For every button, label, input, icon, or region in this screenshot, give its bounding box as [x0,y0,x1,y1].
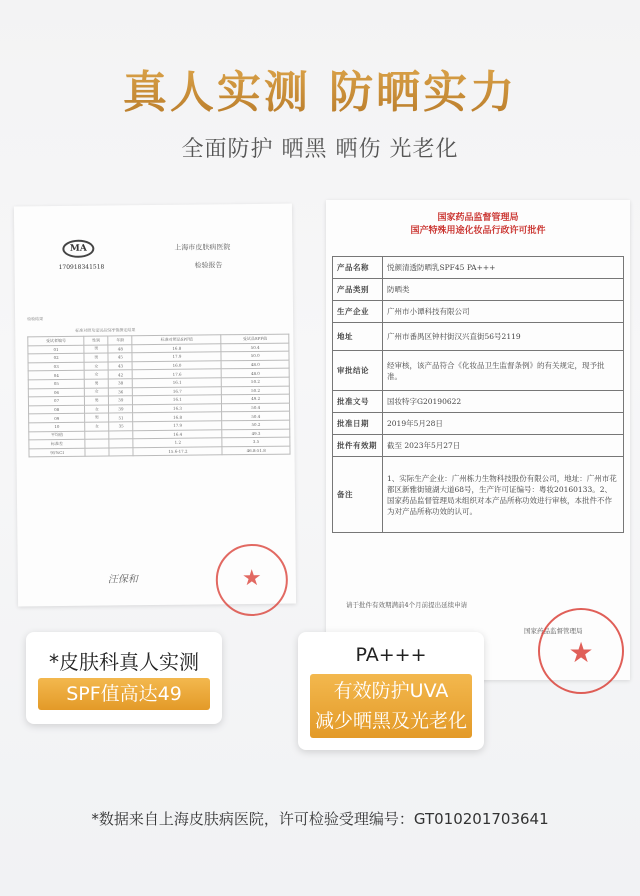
approval-row [333,457,624,533]
table-cell [109,439,133,448]
approval-row [333,323,624,351]
table-cell: 48.0 [221,360,289,369]
table-cell: 17.6 [133,369,222,379]
table-cell [109,430,133,439]
approval-field-label: 生产企业 [333,301,383,323]
approval-row [333,391,624,413]
table-cell: 16.8 [132,343,221,353]
table-caption: 标准对照及受试品SPF值测定结果 [75,327,136,333]
table-header-cell: 受试品SPF值 [221,334,289,343]
table-cell: 50.4 [222,411,290,420]
source-footnote: *数据来自上海皮肤病医院，许可检验受理编号：GT010201703641 [91,810,549,828]
table-row [29,446,290,457]
dermatology-test-label: *皮肤科真人实测 [49,650,199,674]
table-cell: 08 [28,405,84,414]
seal-star-icon: ★ [241,565,262,592]
table-cell: 男 [85,413,109,422]
table-cell: 50.2 [222,420,290,429]
table-cell [85,431,109,440]
approval-field-label: 备注 [333,457,383,533]
approval-row [333,257,624,279]
hospital-seal [215,544,288,617]
signature: 汪保和 [107,574,138,586]
ma-certification-mark: MA [62,240,94,258]
uva-badge [310,674,472,738]
table-cell: 43 [108,362,132,371]
table-header-cell: 受试者编号 [28,336,84,345]
table-cell: 42 [108,370,132,379]
table-cell: 45 [108,353,132,362]
table-cell: 17.9 [133,421,222,431]
table-header-cell: 性别 [84,336,108,345]
table-cell: 36 [109,387,133,396]
table-cell [85,448,109,457]
table-cell: 50.4 [222,403,290,412]
approval-field-value: 国妆特字G20190622 [383,391,624,413]
table-cell: 05 [28,379,84,388]
spf-results-table [27,334,290,458]
approval-row [333,351,624,391]
approval-field-value: 经审核，该产品符合《化妆品卫生监督条例》的有关规定，现予批准。 [383,351,624,391]
approval-field-value: 2019年5月28日 [383,413,624,435]
table-cell: 女 [85,388,109,397]
table-cell: 3.5 [222,437,290,446]
test-report-document [14,204,296,607]
table-cell: 男 [84,353,108,362]
approval-field-label: 地址 [333,323,383,351]
table-cell: 04 [28,371,84,380]
approval-field-value: 防晒类 [383,279,624,301]
table-cell: 09 [29,414,85,423]
table-header-cell: 年龄 [108,336,132,345]
table-cell: 07 [28,396,84,405]
table-cell: 16.3 [133,404,222,414]
table-cell: 男 [85,396,109,405]
table-cell: 48.0 [222,368,290,377]
table-cell: 16.1 [133,395,222,405]
page-subtitle: 全面防护 晒黑 晒伤 光老化 [181,137,459,162]
table-cell: 02 [28,353,84,362]
table-cell: 49.2 [222,394,290,403]
table-cell: 平均值 [29,431,85,440]
approval-field-label: 批准文号 [333,391,383,413]
table-header-cell: 标准对照品SPF值 [132,335,221,345]
uva-badge-line2: 减少晒黑及光老化 [314,710,467,732]
table-cell: 15.6-17.2 [133,447,222,457]
approval-row [333,301,624,323]
approval-field-value: 悦颜清透防晒乳SPF45 PA+++ [383,257,624,279]
ma-code: 170918341518 [58,263,105,272]
table-cell: 标准差 [29,439,85,448]
renewal-note: 请于批件有效期满前4个月前提出延续申请 [346,601,468,609]
hospital-name: 上海市皮肤病医院 [174,243,231,252]
table-cell: 女 [85,405,109,414]
approval-row [333,435,624,457]
table-cell: 女 [84,362,108,371]
table-cell: 49.3 [222,429,290,438]
table-cell: 16.8 [133,412,222,422]
section-label: 检验结果 [27,316,44,322]
pa-claim-card [298,632,484,750]
approval-field-value: 广州市番禺区钟村街汉兴直街56号2119 [383,323,624,351]
table-cell: 38 [109,379,133,388]
table-cell: 16.0 [132,361,221,371]
table-cell: 17.9 [132,352,221,362]
approval-row [333,279,624,301]
authority-name: 国家药品监督管理局 [437,213,519,223]
uva-badge-line1: 有效防护UVA [333,680,449,702]
approval-field-value: 广州市小谭科技有限公司 [383,301,624,323]
table-cell: 06 [28,388,84,397]
authority-seal [538,608,624,694]
spf-claim-card [26,632,222,724]
table-cell [85,439,109,448]
table-cell: 03 [28,362,84,371]
seal-star-icon: ★ [568,636,594,669]
approval-field-label: 产品类别 [333,279,383,301]
table-cell: 39 [109,404,133,413]
table-cell: 46.8-51.8 [222,446,290,455]
table-cell: 女 [84,370,108,379]
approval-row [333,413,624,435]
table-cell [109,447,133,456]
table-cell: 01 [28,345,84,354]
table-cell: 16.7 [133,386,222,396]
table-cell: 女 [85,422,109,431]
table-cell: 16.1 [133,378,222,388]
approval-field-label: 批件有效期 [333,435,383,457]
table-cell: 10 [29,422,85,431]
approval-field-label: 审批结论 [333,351,383,391]
table-cell: 50.2 [222,377,290,386]
approval-document [326,200,630,680]
table-cell: 男 [84,345,108,354]
approval-field-value: 1、实际生产企业：广州栋力生物科技股份有限公司，地址：广州市花都区新雅街镜湖大道68号，生产许可证编号：粤妆20160133。2、国家药品监督管理局未组织对本产品所称功效进行审核，本批件不作为对产品所称功效的认可。 [383,457,624,533]
table-cell: 1.2 [133,438,222,448]
table-cell: 16.4 [133,429,222,439]
table-cell: 50.4 [221,343,289,352]
approval-field-label: 产品名称 [333,257,383,279]
table-cell: 51 [109,413,133,422]
approval-field-value: 截至 2023年5月27日 [383,435,624,457]
approval-table [332,256,624,533]
approval-title: 国产特殊用途化妆品行政许可批件 [410,226,546,236]
approval-field-label: 批准日期 [333,413,383,435]
table-cell: 39 [109,396,133,405]
table-cell: 50.0 [221,351,289,360]
table-cell: 35 [109,422,133,431]
report-title: 检验报告 [194,261,223,270]
pa-rating-label: PA+++ [355,644,427,666]
seal-label: 国家药品监督管理局 [524,627,583,635]
table-cell: 95%CI [29,448,85,457]
spf-badge: SPF值高达49 [38,678,210,710]
table-cell: 48 [108,344,132,353]
table-cell: 男 [84,379,108,388]
table-cell: 50.2 [222,386,290,395]
page-title: 真人实测 防晒实力 [0,56,640,120]
